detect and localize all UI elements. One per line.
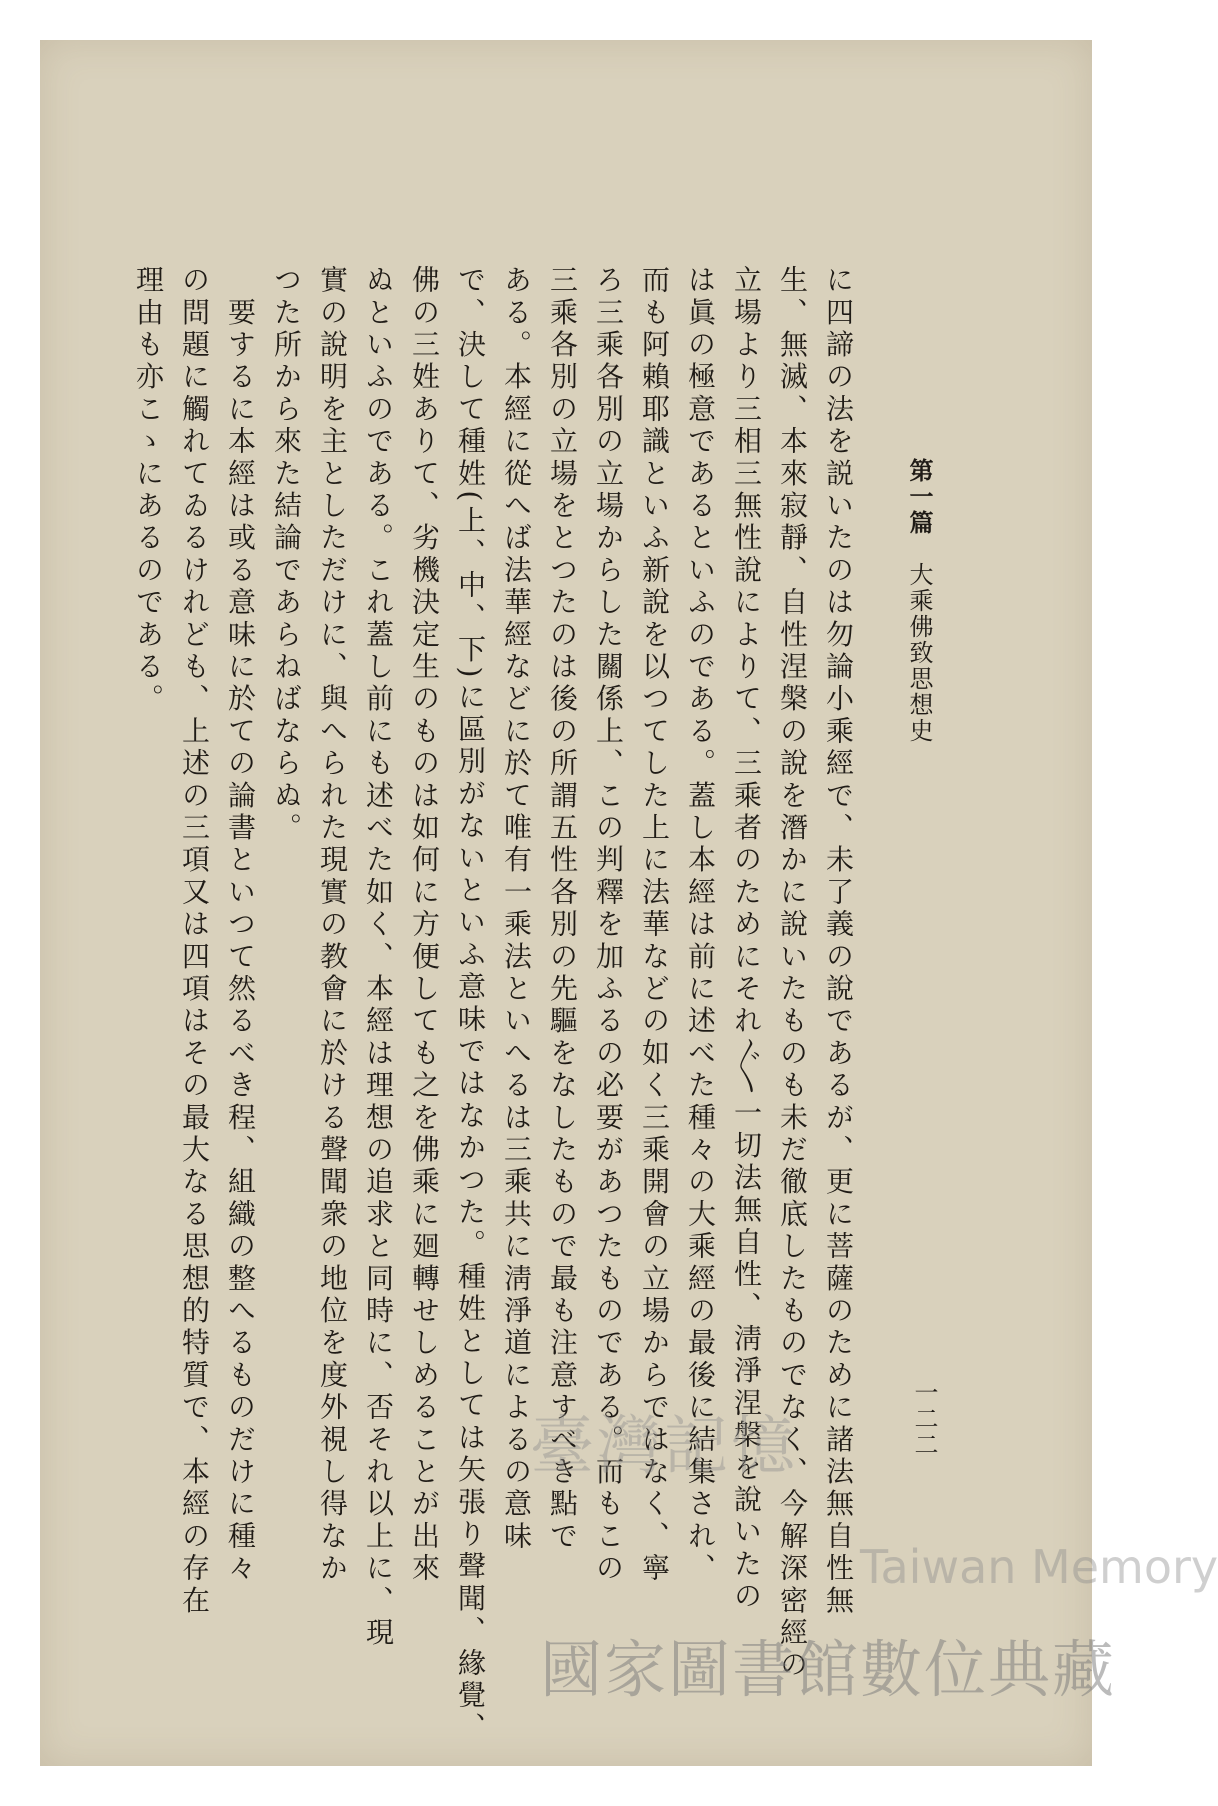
text-column: 佛の三姓ありて、劣機決定生のものは如何に方便しても之を佛乘に廻轉せしめることが出來 [408,265,441,1586]
text-column: ぬといふのである。これ蓋し前にも述べた如く、本經は理想の追求と同時に、否それ以上に、現 [362,265,395,1650]
watermark-logo: 臺灣記憶 [530,1410,798,1484]
text-column: ろ三乘各別の立場からした關係上、この判釋を加ふるの必要があつたものである。而もこの [592,265,625,1586]
text-column: 而も阿賴耶識といふ新說を以つてした上に法華などの如く三乘開會の立場からではなく、寧 [638,265,671,1586]
book-title: 大乘佛致思想史 [905,562,933,744]
text-column: 生、無滅、本來寂靜、自性涅槃の說を潛かに說いたものも未だ徹底したものでなく、今解深密經の [776,265,809,1682]
watermark-library: 國家圖書館數位典藏 [540,1633,1117,1706]
text-column: に四諦の法を説いたのは勿論小乘經で、未了義の說であるが、更に菩薩のために諸法無自性無 [822,265,855,1618]
text-column: で、決して種姓(上、中、下)に區別がないといふ意味ではなかつた。種姓としては矢張り聲聞、緣覺、 [454,265,487,1745]
text-column: つた所から來た結論であらねばならぬ。 [270,265,303,845]
text-column: 三乘各別の立場をとつたのは後の所謂五性各別の先驅をなしたもので最も注意すべき點で [546,265,579,1553]
text-column: 要するに本經は或る意味に於ての論書といつて然るべき程、組織の整へるものだけに種々 [224,265,257,1586]
book-page [40,40,1218,1766]
text-column: 理由も亦こゝにあるのである。 [132,265,165,716]
chapter-label: 第一篇 [905,458,934,536]
text-column: 立場より三相三無性說によりて、三乘者のためにそれ〲一切法無自性、淸淨涅槃を說いたの [730,265,763,1614]
running-header [902,458,937,744]
page-number: 一二二 [910,1380,938,1458]
watermark-english: Taiwan Memory [860,1540,1218,1594]
text-column: ある。本經に從へば法華經などに於て唯有一乘法といへるは三乘共に淸淨道によるの意味 [500,265,533,1553]
text-column: 實の說明を主としただけに、與へられた現實の教會に於ける聲聞衆の地位を度外視し得なか [316,265,349,1586]
text-column: の問題に觸れてゐるけれども、上述の三項又は四項はその最大なる思想的特質で、本經の存在 [178,265,211,1618]
text-column: は眞の極意であるといふのである。蓋し本經は前に述べた種々の大乘經の最後に結集され、 [684,265,717,1586]
